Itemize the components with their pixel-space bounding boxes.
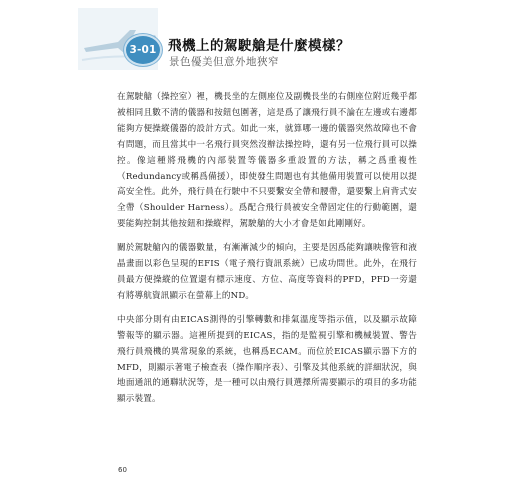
paragraph-3: 中央部分則有由EICAS測得的引擎轉數和排氣溫度等指示值，以及顯示故障警報等的顯示器。這裡所提到的EICAS，指的是監視引擎和機械裝置、警告飛行員飛機的異常現象的系統，也稱爲ECAM。而位於EICAS顯示器下方的MFD，則顯示著電子檢查表（操作順序表）、引擎及其他系統的詳細狀況，與地面通訊的通聯狀況等，是一種可以由飛行員選擇所需要顯示的項目的多功能顯示裝置。 bbox=[117, 314, 417, 405]
paragraph-1: 在駕駛艙（操控室）裡，機長坐的左側座位及副機長坐的右側座位附近幾乎都被相同且數不清的儀器和按鈕包圍著，這是爲了讓飛行員不論在左邊或右邊都能夠方便操縱儀器的設計方式。如此一來，就算哪一邊的儀器突然故障也不會有問題，而且當其中一名飛行員突然沒辦法操控時，還有另一位飛行員可以操控。像這種將飛機的內部裝置等儀器多重設置的方法，稱之爲重複性（Redundancy或稱爲備援），即使發生問題也有其他備用裝置可以使用以提高安全性。此外，飛行員在行駛中不只要繫安全帶和腰帶，還要繫上肩背式安全帶（Shoulder Harness）。爲配合飛行員被安全帶固定住的行動範圍，還要能夠控制其他按鈕和操縱桿，駕駛艙的大小才會是如此剛剛好。 bbox=[117, 92, 417, 230]
paragraph-2: 關於駕駛艙內的儀器數量，有漸漸減少的傾向，主要是因爲能夠讓映像管和液晶畫面以彩色呈現的EFIS（電子飛行資訊系統）已成功問世。此外，在飛行員最方便操縱的位置還有標示速度、方位、高度等資料的PFD，PFD一旁還有將導航資訊顯示在螢幕上的ND。 bbox=[117, 243, 417, 301]
section-number: 3-01 bbox=[129, 44, 157, 56]
body-text bbox=[117, 90, 417, 416]
section-title: 飛機上的駕駛艙是什麼模樣？ bbox=[168, 38, 350, 54]
section-subtitle: 景色優美但意外地狹窄 bbox=[169, 56, 279, 68]
section-number-badge bbox=[124, 34, 162, 66]
page-number: 60 bbox=[118, 466, 127, 474]
